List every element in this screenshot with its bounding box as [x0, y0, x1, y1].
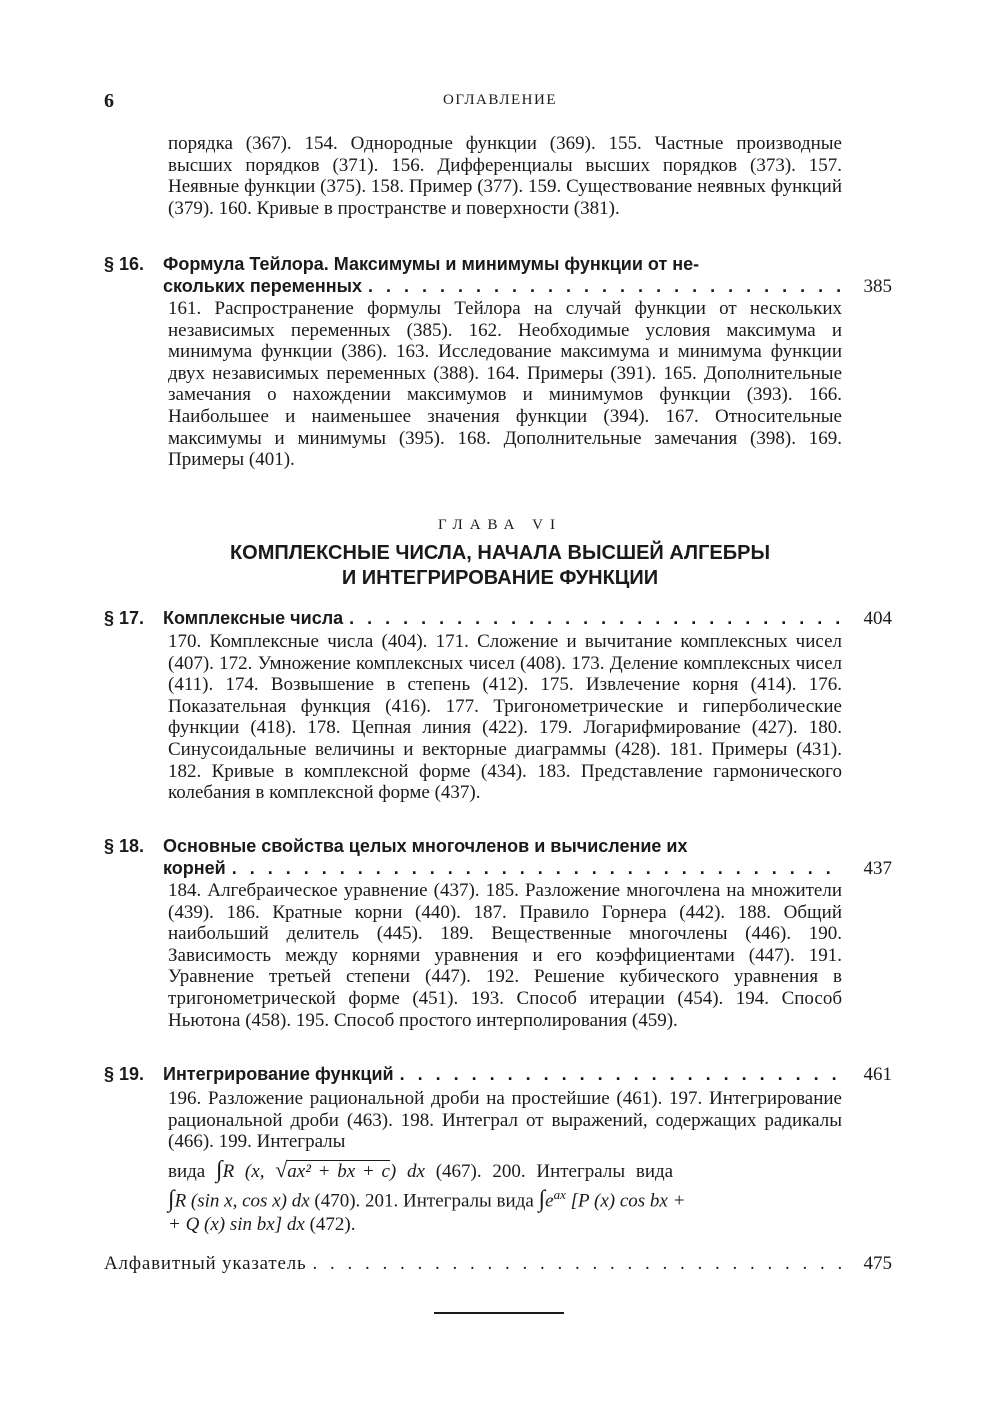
section-16-page: 385 — [863, 275, 892, 297]
section-16-body-block — [168, 298, 842, 471]
formula1-radicand: ax² + bx + c — [287, 1160, 390, 1182]
integral-sign: ∫ — [216, 1156, 223, 1183]
formula1-prefix: вида — [168, 1160, 206, 1182]
formula3-ref: (472). — [309, 1214, 356, 1236]
section-17-leader — [349, 608, 843, 630]
section-16-title-line2: скольких переменных — [163, 275, 363, 296]
running-title: ОГЛАВЛЕНИЕ — [443, 92, 557, 108]
formula2-after: [P (x) cos bx + — [565, 1190, 686, 1212]
section-19-page: 461 — [863, 1064, 892, 1085]
carry-over-text: порядка (367). 154. Однородные функции (369). 155. Частные производные высших порядков (371). 156. Дифференциалы высших порядков (373). 157. Неявные функции (375). 158. Пример (377). 159. Существование неявных функций (379). 160. Кривые в пространстве и поверхности (381). — [168, 133, 842, 219]
section-18-body-block — [168, 880, 842, 1031]
section-19-title-text: Интегрирование функций — [163, 1064, 394, 1084]
section-18-title — [163, 836, 843, 879]
section-18-number: § 18. — [104, 836, 145, 856]
section-18-page: 437 — [863, 857, 892, 879]
section-19-formula-line3 — [168, 1214, 842, 1236]
index-page: 475 — [863, 1253, 892, 1274]
section-16-body: 161. Распространение формулы Тейлора на случай функции от нескольких независимых переменных (385). 162. Необходимые условия максимума и минимума функции (386). 163. Исследование максимума и минимума функции двух независимых переменных (388). 164. Примеры (391). 165. Дополнительные замечания о нахождении максимумов и минимумов функции (393). 166. Наибольшее и наименьшее значения функции (394). 167. Относительные максимумы и минимумы (395). 168. Дополнительные замечания (398). 169. Примеры (401). — [168, 298, 842, 471]
formula3: + Q (x) sin bx] dx — [168, 1214, 305, 1236]
section-19-body: 196. Разложение рациональной дроби на простейшие (461). 197. Интегрирование рациональной дроби (463). 198. Интеграл от выражений, содержащих радикалы (466). 199. Интегралы — [168, 1088, 842, 1153]
section-18-title-line2: корней — [163, 857, 226, 878]
formula2-ref: (470). 201. Интегралы вида — [314, 1190, 534, 1212]
section-19-leader-row — [163, 1064, 843, 1086]
index-entry[interactable] — [104, 1253, 892, 1275]
index-title: Алфавитный указатель — [104, 1253, 307, 1274]
formula1-close: ) dx — [389, 1160, 425, 1182]
end-rule — [434, 1312, 564, 1314]
formula2-base: e — [545, 1190, 554, 1212]
page-number: 6 — [104, 90, 114, 112]
section-17-title-text: Комплексные числа — [163, 608, 344, 628]
index-leader-row — [104, 1253, 844, 1275]
section-17-body: 170. Комплексные числа (404). 171. Сложение и вычитание комплексных чисел (407). 172. Умножение комплексных чисел (408). 173. Деление комплексных чисел (411). 174. Возвышение в степень (412). 175. Извлечение корня (414). 176. Показательная функция (416). 177. Тригонометрические и гиперболические функции (418). 178. Цепная линия (422). 179. Логарифмирование (427). 180. Синусоидальные величины и векторные диаграммы (428). 181. Примеры (431). 182. Кривые в комплексной форме (434). 183. Представление гармонического колебания в комплексной форме (437). — [168, 631, 842, 804]
section-17-title — [163, 608, 843, 630]
section-18-title-line1: Основные свойства целых многочленов и вычисление их — [163, 836, 688, 856]
formula2-integrand: R (sin x, cos x) dx — [174, 1190, 310, 1212]
section-19-body-block — [168, 1088, 842, 1236]
integral-sign: ∫ — [538, 1186, 546, 1213]
section-19-formula-line1 — [168, 1156, 842, 1183]
formula2-exponent: ax — [553, 1187, 566, 1203]
section-17-body-block — [168, 631, 842, 804]
formula1-ref: (467). 200. Интегралы вида — [435, 1160, 674, 1182]
carry-over-block — [168, 133, 842, 219]
section-16-title — [163, 254, 843, 297]
section-16-title-line1: Формула Тейлора. Максимумы и минимумы функции от не- — [163, 254, 700, 274]
index-leader — [312, 1253, 844, 1275]
section-17-leader-row — [163, 608, 843, 630]
section-16-leader-row — [163, 276, 843, 298]
section-16-number: § 16. — [104, 254, 145, 274]
section-17-number: § 17. — [104, 608, 145, 628]
chapter-title — [0, 541, 1000, 591]
section-19-leader — [400, 1064, 843, 1086]
section-19-number: § 19. — [104, 1064, 145, 1084]
section-19-title — [163, 1064, 843, 1086]
chapter-title-line1: КОМПЛЕКСНЫЕ ЧИСЛА, НАЧАЛА ВЫСШЕЙ АЛГЕБРЫ — [229, 542, 771, 564]
integral-sign: ∫ — [168, 1186, 175, 1213]
section-19-formula-line2 — [168, 1184, 842, 1212]
chapter-label: ГЛАВА VI — [437, 517, 563, 533]
section-17-page: 404 — [863, 608, 892, 629]
section-18-body: 184. Алгебраическое уравнение (437). 185. Разложение многочлена на множители (439). 186. Кратные корни (440). 187. Правило Горнера (442). 188. Общий наибольший делитель (445). 189. Вещественные многочлены (446). 190. Зависимость между корнями уравнения и его коэффициентами (447). 191. Уравнение третьей степени (447). 192. Решение кубического уравнения в тригонометрической форме (451). 193. Способ итерации (454). 194. Способ Ньютона (458). 195. Способ простого интерполирования (459). — [168, 880, 842, 1031]
sqrt-sign: √ — [275, 1156, 288, 1182]
section-18-leader — [232, 858, 843, 880]
section-18-leader-row — [163, 858, 843, 880]
section-16-leader — [368, 276, 843, 298]
formula1-integrand: R (x, — [222, 1160, 276, 1182]
chapter-title-line2: И ИНТЕГРИРОВАНИЕ ФУНКЦИИ — [341, 567, 659, 589]
